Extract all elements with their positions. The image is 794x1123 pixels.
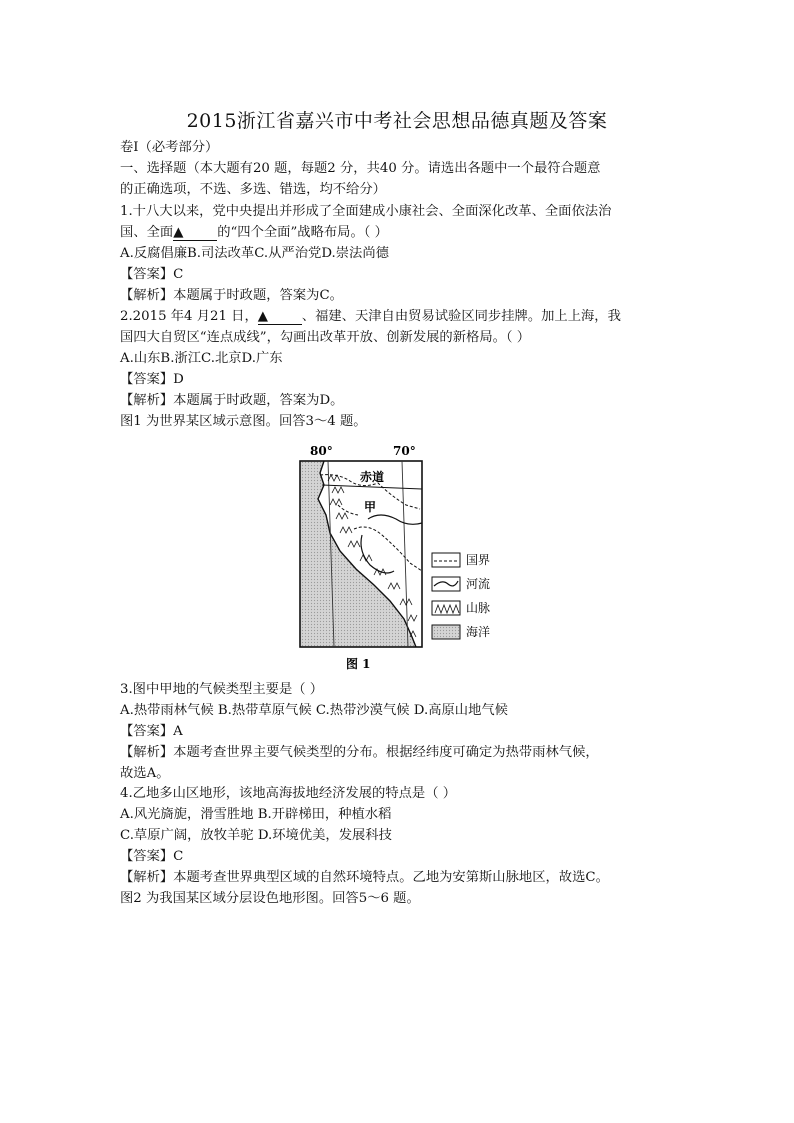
q1-analysis: 【解析】本题属于时政题，答案为C。: [120, 288, 343, 303]
map-legend: [432, 553, 490, 639]
q1-stem-line-1: 1.十八大以来，党中央提出并形成了全面建成小康社会、全面深化改革、全面依法治: [120, 204, 612, 219]
q2-stem-post: 、福建、天津自由贸易试验区同步挂牌。加上上海，我: [301, 309, 621, 324]
lon-70-label: 70°: [393, 444, 416, 458]
instructions-line-1: 一、选择题（本大题有20 题，每题2 分，共40 分。请选出各题中一个最符合题意: [120, 161, 601, 176]
svg-text:河流: 河流: [466, 577, 491, 591]
region-jia-label: 甲: [364, 500, 377, 514]
q1-stem-post: 的“四个全面”战略布局。（ ）: [217, 225, 388, 240]
q4-options-line-1: A.风光旖旎，滑雪胜地 B.开辟梯田，种植水稻: [120, 807, 392, 822]
q1-options: A.反腐倡廉B.司法改革C.从严治党D.崇法尚德: [120, 246, 389, 261]
q3-options: A.热带雨林气候 B.热带草原气候 C.热带沙漠气候 D.高原山地气候: [120, 703, 508, 718]
svg-text:山脉: 山脉: [466, 601, 491, 615]
legend-border: [432, 553, 490, 567]
q2-stem-line-1: [120, 308, 621, 326]
q1-stem-pre: 国、全面: [120, 225, 174, 240]
figure2-intro: 图2 为我国某区域分层设色地形图。回答5～6 题。: [120, 891, 420, 906]
q4-options-line-2: C.草原广阔，放牧羊驼 D.环境优美，发展科技: [120, 828, 392, 843]
pacific-ocean: [300, 461, 416, 647]
legend-river: [432, 576, 490, 591]
legend-ocean: [432, 625, 490, 639]
q3-analysis-line-2: 故选A。: [120, 766, 170, 781]
section-heading: 卷Ⅰ（必考部分）: [120, 140, 219, 155]
q2-stem-pre: 2.2015 年4 月21 日，: [120, 309, 258, 324]
figure1-intro: 图1 为世界某区域示意图。回答3～4 题。: [120, 414, 367, 429]
page-title: 2015浙江省嘉兴市中考社会思想品德真题及答案: [186, 110, 608, 132]
equator-line: [322, 485, 422, 489]
q2-blank: ▲: [258, 310, 302, 325]
figure-1-map: [298, 443, 502, 673]
legend-mountain: [432, 601, 490, 615]
q3-analysis-line-1: 【解析】本题考查世界主要气候类型的分布。根据经纬度可确定为热带雨林气候，: [120, 745, 599, 760]
q1-blank: ▲: [173, 226, 217, 241]
equator-label: 赤道: [360, 470, 385, 484]
q4-answer: 【答案】C: [120, 849, 184, 864]
q2-analysis: 【解析】本题属于时政题，答案为D。: [120, 393, 344, 408]
q2-answer: 【答案】D: [120, 372, 184, 387]
q4-analysis: 【解析】本题考查世界典型区域的自然环境特点。乙地为安第斯山脉地区，故选C。: [120, 870, 609, 885]
q2-options: A.山东B.浙江C.北京D.广东: [120, 351, 283, 366]
svg-text:国界: 国界: [466, 553, 491, 567]
q1-stem-line-2: [120, 224, 388, 242]
q3-stem: 3.图中甲地的气候类型主要是（ ）: [120, 682, 324, 697]
q1-answer: 【答案】C: [120, 267, 184, 282]
q4-stem: 4.乙地多山区地形，该地高海拔地经济发展的特点是（ ）: [120, 786, 457, 801]
map-frame: [300, 461, 422, 647]
q2-stem-line-2: 国四大自贸区“连点成线”，勾画出改革开放、创新发展的新格局。（ ）: [120, 330, 531, 345]
q3-answer: 【答案】A: [120, 724, 183, 739]
figure-1-caption: 图 1: [346, 657, 371, 671]
svg-text:海洋: 海洋: [466, 625, 491, 639]
lon-80-label: 80°: [310, 444, 333, 458]
instructions-line-2: 的正确选项，不选、多选、错选，均不给分）: [120, 182, 386, 197]
